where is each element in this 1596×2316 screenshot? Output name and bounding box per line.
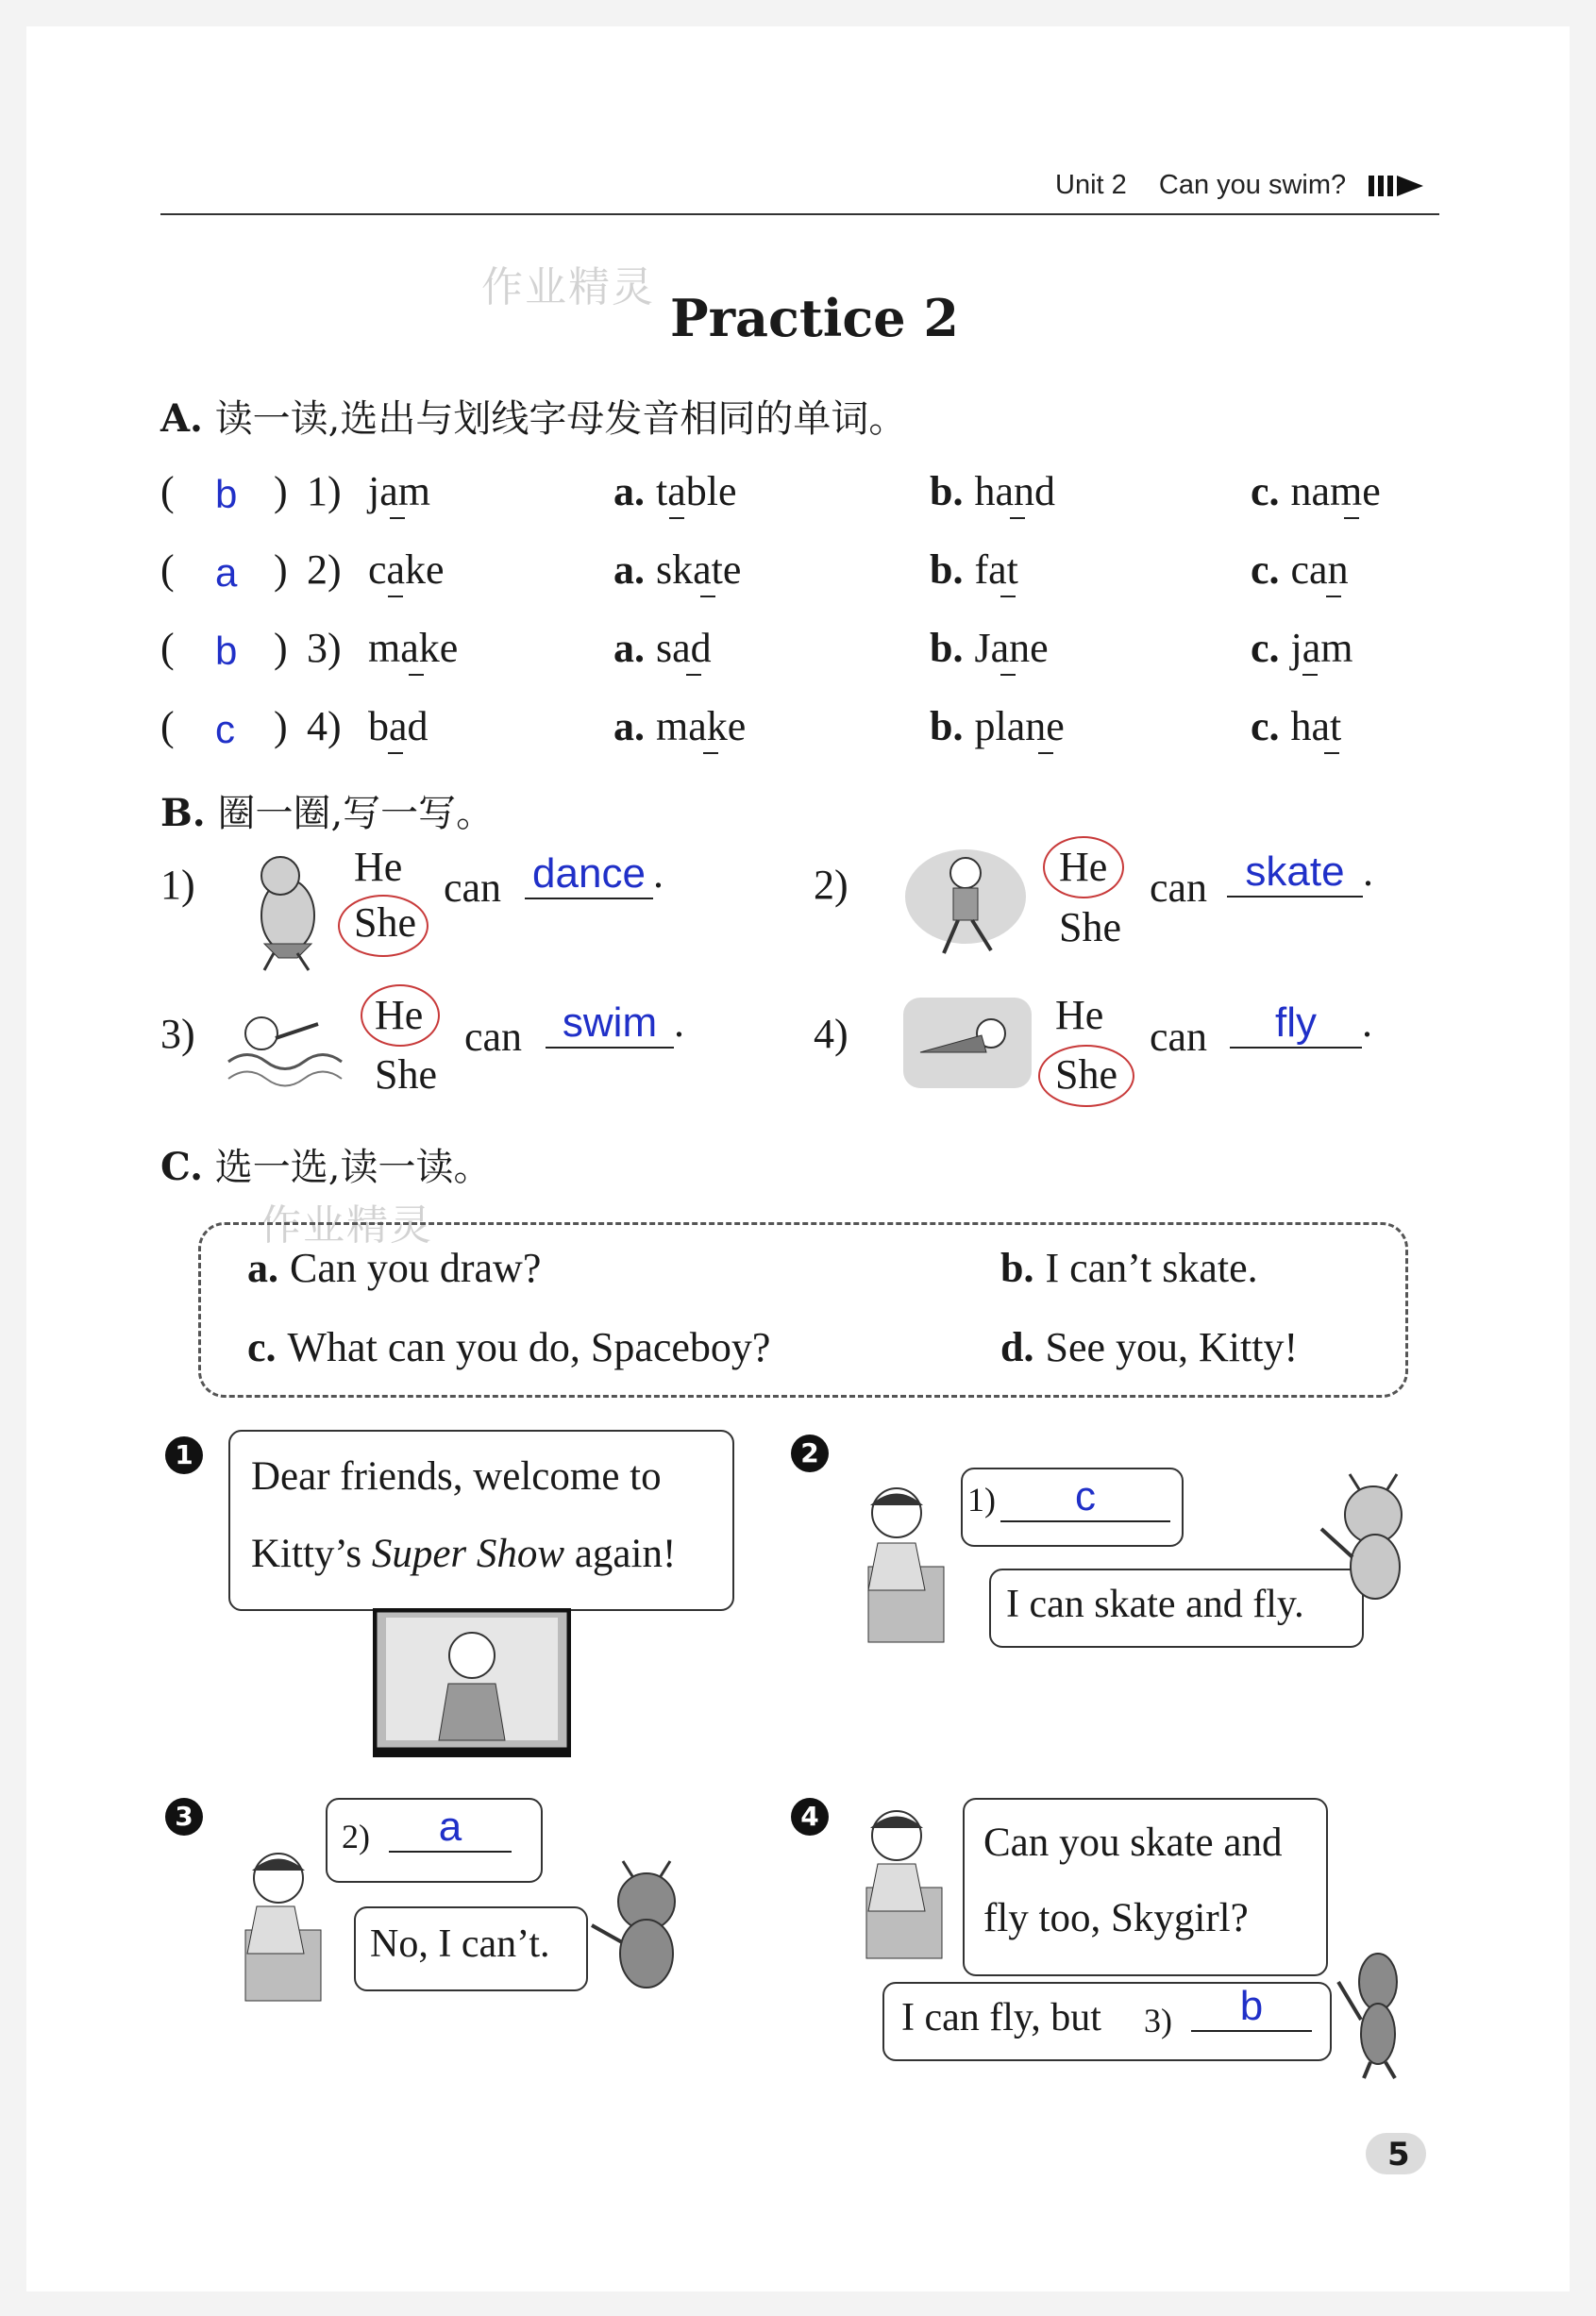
panel-4-marker: 4 [791,1798,829,1836]
panel-4-blank [1191,1982,1312,2032]
c-option-d: d. See you, Kitty! [1000,1324,1299,1370]
underline-mark [1324,752,1339,754]
a-item-4: ( [160,703,175,749]
a-answer-3[interactable]: b [215,629,238,673]
b-she-3[interactable]: She [375,1051,437,1098]
underline-mark [1000,596,1016,597]
a-paren-3: ) [274,625,288,671]
b-num-1: 1) [160,862,195,908]
panel-3-blank [389,1803,512,1853]
boy-swimming-picture [224,996,346,1095]
a-opt-2a: a. skate [613,546,742,593]
section-c-letter: C. [160,1145,204,1189]
b-circle-she-1 [338,895,428,957]
panel-3-reply: No, I can’t. [370,1922,550,1966]
header-title: Can you swim? [1158,170,1347,200]
c-option-c: c. What can you do, Spaceboy? [247,1324,771,1370]
a-opt-2b: b. fat [930,546,1018,593]
header-rule [160,213,1439,215]
b-he-1[interactable]: He [354,844,403,890]
a-num-1: 1) [307,468,342,514]
a-opt-3a: a. sad [613,625,712,671]
a-opt-1a: a. table [613,468,737,514]
b-blank-2: skate . [1227,848,1373,898]
b-blank-4: fly . [1230,999,1372,1049]
section-a-heading [160,389,906,443]
a-word-3: make [368,625,459,671]
watermark-top: 作业精灵 [481,263,655,311]
a-num-4: 4) [307,703,342,749]
a-num-3: 3) [307,625,342,671]
kitty-girl-picture [227,1840,335,2006]
a-answer-2[interactable]: a [215,550,238,595]
a-opt-1c: c. name [1251,468,1381,514]
panel-4-answer[interactable]: b [1191,1983,1312,2032]
a-opt-3c: c. jam [1251,625,1353,671]
b-he-4[interactable]: He [1055,992,1104,1038]
c-option-a: a. Can you draw? [247,1245,542,1291]
kitty-on-tv-picture [373,1608,571,1759]
panel-2-blank-num: 1) [967,1481,996,1519]
page-title: Practice 2 [670,288,959,348]
underline-mark [1302,674,1318,676]
panel-2-answer[interactable]: c [1000,1473,1170,1522]
underline-mark [1010,517,1025,519]
underline-mark [390,517,405,519]
underline-mark [1326,596,1341,597]
a-opt-4a: a. make [613,703,747,749]
a-num-2: 2) [307,546,342,593]
panel-4-line2: fly too, Skygirl? [983,1896,1249,1940]
b-can-1: can [444,864,502,911]
spaceboy-alien-picture [580,1859,703,2001]
panel-1-line2: Kitty’s Super Show again! [251,1532,677,1576]
b-num-2: 2) [814,862,848,908]
underline-mark [700,596,715,597]
b-circle-she-4 [1038,1045,1134,1107]
a-word-2: cake [368,546,445,593]
boy-skating-picture [901,845,1029,967]
section-b-heading [160,783,494,837]
c-option-b: b. I can’t skate. [1000,1245,1258,1291]
b-can-2: can [1150,864,1208,911]
a-answer-1[interactable]: b [215,472,238,516]
underline-mark [388,752,403,754]
section-b-letter: B. [160,791,206,835]
b-blank-1: dance . [525,849,664,899]
a-opt-4c: c. hat [1251,703,1342,749]
b-circle-he-3 [361,984,440,1047]
header-unit: Unit 2 [1055,170,1127,200]
a-word-4: bad [368,703,428,749]
b-can-4: can [1150,1014,1208,1060]
a-opt-4b: b. plane [930,703,1065,749]
panel-2-marker: 2 [791,1435,829,1472]
underline-mark [1038,752,1053,754]
underline-mark [1000,674,1016,676]
b-she-2[interactable]: She [1059,904,1121,950]
panel-4-reply-start: I can fly, but [901,1996,1101,2039]
b-answer-2[interactable]: skate [1227,848,1363,898]
section-c-heading [160,1137,492,1191]
b-answer-4[interactable]: fly [1230,999,1362,1049]
b-circle-he-2 [1043,836,1124,898]
spaceboy-alien-picture [1307,1472,1425,1614]
a-opt-3b: b. Jane [930,625,1049,671]
panel-1-line1: Dear friends, welcome to [251,1454,662,1499]
panel-2-blank [1000,1472,1170,1522]
b-blank-3: swim . [546,999,684,1049]
underline-mark [669,517,684,519]
a-item-2: ( [160,546,175,593]
underline-mark [409,674,424,676]
panel-1-marker: 1 [165,1436,203,1474]
section-c-instruction: 选一选,读一读。 [214,1146,492,1189]
b-she-1[interactable]: She [354,899,416,946]
header-arrow-icon [1369,172,1444,200]
dinosaur-dancing-picture [231,849,335,972]
b-num-4: 4) [814,1011,848,1057]
page-number: 5 [1387,2136,1410,2173]
panel-3-blank-num: 2) [342,1818,370,1855]
underline-mark [703,752,718,754]
a-opt-1b: b. hand [930,468,1056,514]
underline-mark [686,674,701,676]
section-a-letter: A. [160,396,203,441]
b-he-3[interactable]: He [375,992,424,1038]
a-item-3: ( [160,625,175,671]
underline-mark [1344,517,1359,519]
kitty-girl-picture [849,1798,953,1963]
a-word-1: jam [368,468,430,514]
girl-flying-picture [901,996,1033,1090]
section-a-instruction: 读一读,选出与划线字母发音相同的单词。 [214,397,907,441]
b-answer-1[interactable]: dance [525,850,653,899]
b-can-3: can [464,1014,523,1060]
a-paren-2: ) [274,546,288,593]
watermark-middle: 作业精灵 [260,1201,433,1250]
underline-mark [388,596,403,597]
b-he-2[interactable]: He [1059,844,1108,890]
panel-2-reply: I can skate and fly. [1006,1583,1304,1626]
a-paren-4: ) [274,703,288,749]
section-b-instruction: 圈一圈,写一写。 [217,792,495,835]
panel-3-answer[interactable]: a [389,1804,512,1853]
a-answer-4[interactable]: c [215,707,235,751]
a-paren-1: ) [274,468,288,514]
a-opt-2c: c. can [1251,546,1349,593]
b-she-4[interactable]: She [1055,1051,1117,1098]
panel-4-line1: Can you skate and [983,1821,1283,1865]
kitty-girl-picture [849,1477,953,1647]
running-header [1055,170,1346,201]
a-item-1: ( [160,468,175,514]
b-answer-3[interactable]: swim [546,999,674,1049]
panel-3-marker: 3 [165,1798,203,1836]
panel-4-blank-num: 3) [1144,2002,1172,2039]
skygirl-alien-picture [1331,1944,1420,2081]
b-num-3: 3) [160,1011,195,1057]
